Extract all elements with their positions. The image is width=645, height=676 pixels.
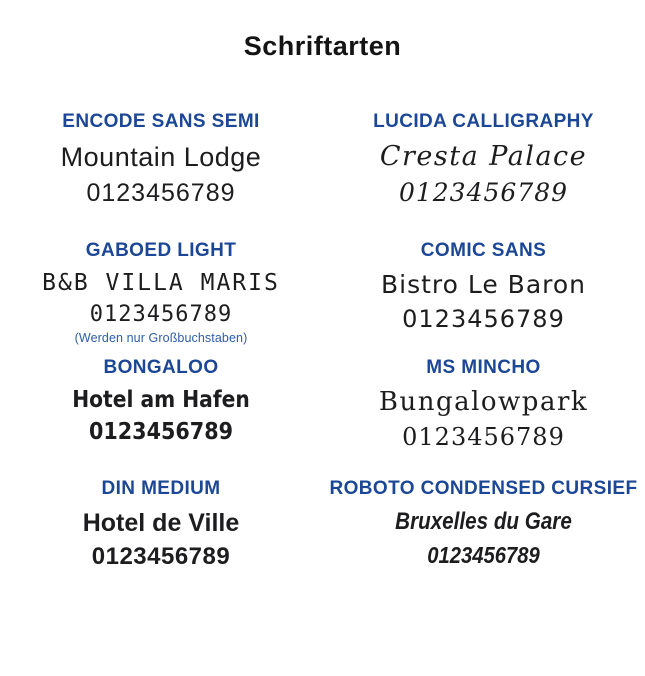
font-name-label: MS MINCHO [426, 357, 541, 378]
font-name-label: ENCODE SANS SEMI [62, 111, 260, 132]
font-sample-text: Bungalowpark [378, 386, 589, 417]
font-digits-text: 0123456789 [427, 541, 540, 568]
font-digits-text: 0123456789 [398, 178, 569, 208]
font-sample-text: Hotel de Ville [82, 508, 240, 537]
font-name-label: COMIC SANS [420, 240, 547, 261]
page-title: Schriftarten [243, 31, 402, 61]
font-sample-text: Hotel am Hafen [72, 386, 250, 413]
font-block-roboto-condensed-cursief [322, 478, 645, 572]
font-sample-text: Bistro Le Baron [380, 269, 587, 299]
font-block-gaboed-light [0, 240, 322, 357]
font-block-comic-sans [322, 240, 645, 357]
font-block-ms-mincho [322, 357, 645, 478]
font-name-label: BONGALOO [103, 357, 219, 378]
font-digits-text: 0123456789 [86, 179, 236, 208]
font-sample-text: Cresta Palace [379, 140, 588, 172]
font-sample-text: B&B VILLA MARIS [42, 269, 280, 296]
font-digits-text: 0123456789 [402, 423, 565, 452]
font-block-din-medium [0, 478, 322, 572]
font-block-bongaloo [0, 357, 322, 478]
font-sample-text: Mountain Lodge [60, 141, 262, 172]
font-block-lucida-calligraphy [322, 111, 645, 240]
font-block-encode-sans-semi [0, 111, 322, 240]
font-digits-text: 0123456789 [402, 304, 565, 333]
font-name-label: ROBOTO CONDENSED CURSIEF [329, 478, 638, 499]
font-digits-text: 0123456789 [91, 542, 231, 570]
font-digits-text: 0123456789 [88, 419, 234, 446]
font-name-label: LUCIDA CALLIGRAPHY [373, 111, 594, 132]
font-caption: (Werden nur Großbuchstaben) [74, 330, 248, 345]
font-name-label: DIN MEDIUM [101, 478, 221, 499]
font-name-label: GABOED LIGHT [85, 240, 237, 261]
font-sample-text: Bruxelles du Gare [395, 507, 572, 535]
font-specimen-grid [0, 111, 645, 572]
font-digits-text: 0123456789 [89, 302, 233, 328]
